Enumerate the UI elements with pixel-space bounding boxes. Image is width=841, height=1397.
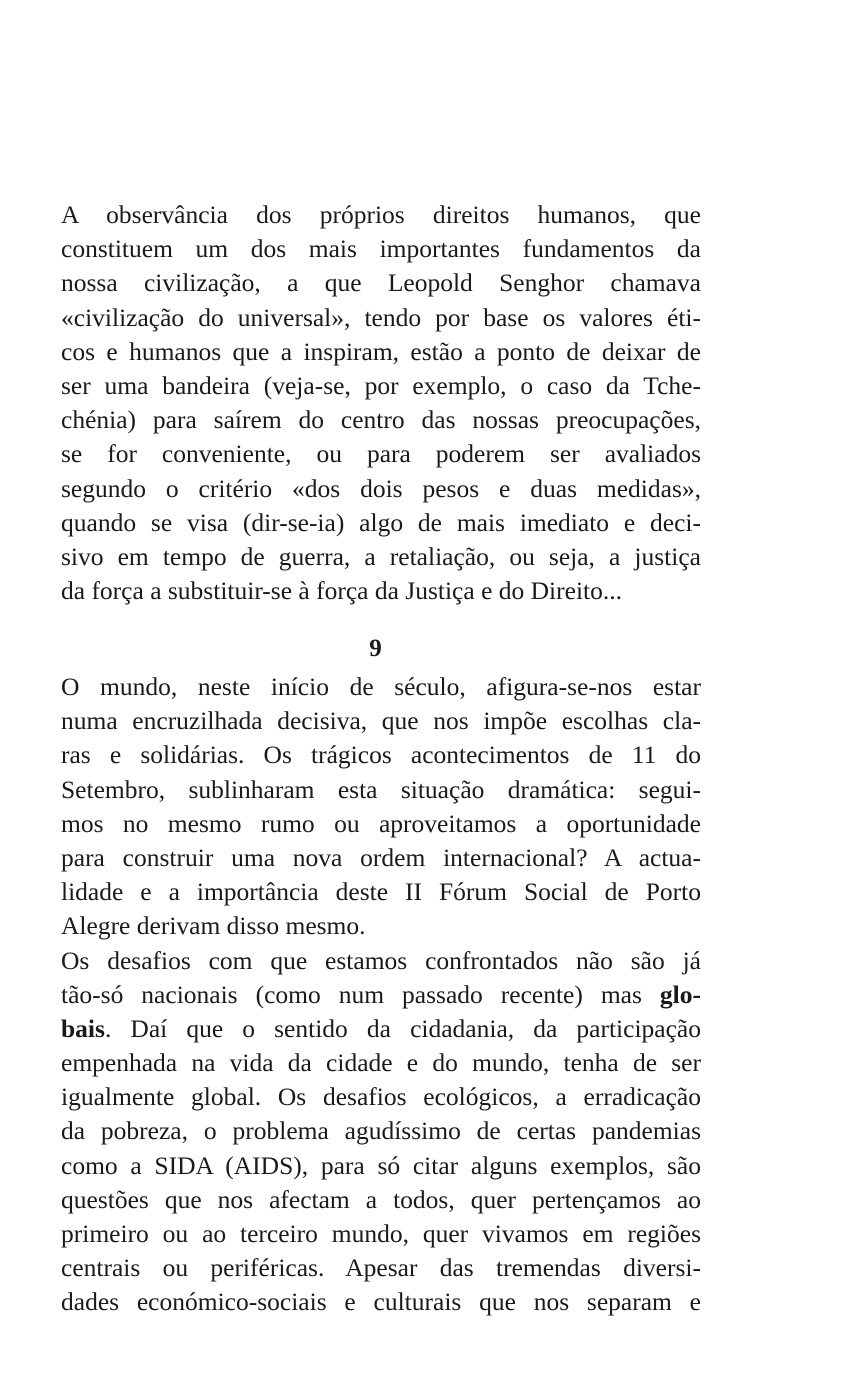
text-line: Os desafios com que estamos confrontados não são já [61, 945, 701, 975]
text-line: cos e humanos que a inspiram, estão a ponto de deixar de [61, 336, 701, 366]
text-line: mos no mesmo rumo ou aproveitamos a oportunidade [61, 808, 701, 838]
text-line: chénia) para saírem do centro das nossas preocupações, [61, 405, 701, 435]
text-line: empenhada na vida da cidade e do mundo, tenha de ser [61, 1048, 701, 1078]
text-line: quando se visa (dir-se-ia) algo de mais imediato e deci- [61, 507, 701, 537]
text-line: nossa civilização, a que Leopold Senghor chamava [61, 268, 701, 298]
text-line [61, 1012, 701, 1046]
text-line: como a SIDA (AIDS), para só citar alguns exemplos, são [61, 1150, 701, 1180]
text-line: segundo o critério «dos dois pesos e duas medidas», [61, 473, 701, 503]
section-number: 9 [369, 635, 382, 662]
text-line: Setembro, sublinharam esta situação dramática: segui- [61, 774, 701, 804]
text-line: centrais ou periféricas. Apesar das tremendas diversi- [61, 1253, 701, 1283]
text-run: . Daí que o sentido da cidadania, da participação [104, 1013, 701, 1043]
text-line: sivo em tempo de guerra, a retaliação, ou seja, a justiça [61, 541, 701, 571]
text-line [61, 978, 701, 1012]
text-line: dades económico-sociais e culturais que nos separam e [61, 1287, 701, 1317]
text-line: para construir uma nova ordem internacional? A actua- [61, 842, 701, 872]
text-line: primeiro ou ao terceiro mundo, quer vivamos em regiões [61, 1219, 701, 1248]
text-line: questões que nos afectam a todos, quer pertençamos ao [61, 1184, 701, 1214]
text-line: da força a substituir-se à força da Justiça e do Direito... [61, 576, 622, 606]
text-line: igualmente global. Os desafios ecológicos, a erradicação [61, 1082, 701, 1112]
paragraph-human-rights [61, 198, 701, 608]
text-line: constituem um dos mais importantes fundamentos da [61, 234, 701, 264]
text-line: lidade e a importância deste II Fórum Social de Porto [61, 877, 701, 907]
text-line: «civilização do universal», tendo por base os valores éti- [61, 302, 701, 332]
text-line: numa encruzilhada decisiva, que nos impõe escolhas cla- [61, 706, 701, 736]
text-line: ser uma bandeira (veja-se, por exemplo, o caso da Tche- [61, 370, 701, 400]
text-line: A observância dos próprios direitos humanos, que [61, 200, 701, 229]
paragraph-world-crossroads [61, 670, 701, 1320]
text-run: tão-só nacionais (como num passado recente) mas [61, 979, 660, 1009]
bold-word: glo- [659, 979, 701, 1009]
text-line: da pobreza, o problema agudíssimo de certas pandemias [61, 1116, 701, 1146]
text-line: ras e solidárias. Os trágicos acontecimentos de 11 do [61, 740, 701, 770]
paragraph-global-challenges [61, 944, 701, 1320]
text-line: O mundo, neste início de século, afigura-se-nos estar [61, 672, 701, 701]
text-line: Alegre derivam disso mesmo. [61, 911, 366, 941]
text-line: se for conveniente, ou para poderem ser avaliados [61, 439, 701, 469]
bold-word: bais [61, 1013, 105, 1043]
